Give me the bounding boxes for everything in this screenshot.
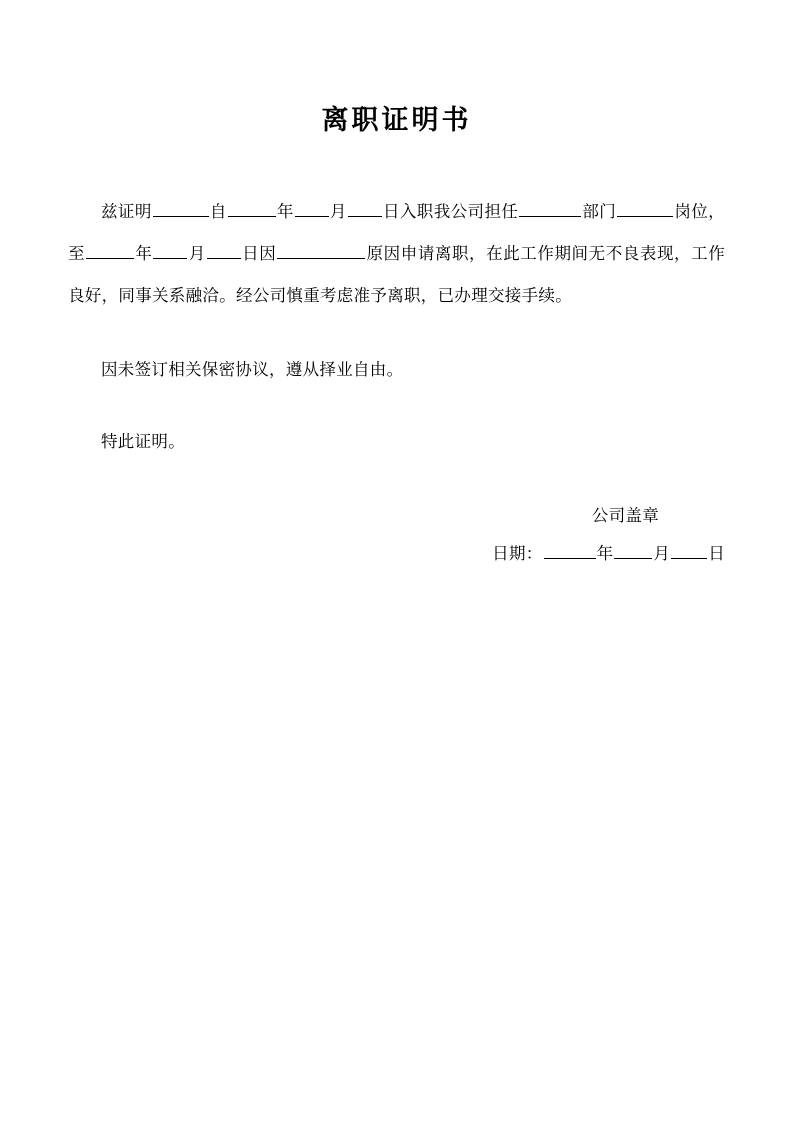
blank-start-year[interactable] xyxy=(228,200,276,218)
paragraph-closing: 特此证明。 xyxy=(101,432,185,451)
paragraph-confidentiality: 因未签订相关保密协议，遵从择业自由。 xyxy=(101,360,404,379)
blank-department[interactable] xyxy=(519,200,581,218)
company-seal-label: 公司盖章 xyxy=(591,506,659,525)
blank-end-year[interactable] xyxy=(86,242,134,260)
blank-sign-day[interactable] xyxy=(671,542,707,560)
spacer-2 xyxy=(68,391,725,421)
text-reason-prefix: 日因 xyxy=(241,244,277,263)
blank-resignation-reason[interactable] xyxy=(277,242,365,260)
text-month-unit-start: 月 xyxy=(329,202,347,221)
blank-end-month[interactable] xyxy=(153,242,187,260)
blank-start-month[interactable] xyxy=(295,200,329,218)
blank-sign-month[interactable] xyxy=(614,542,652,560)
spacer-1 xyxy=(68,317,725,349)
text-position-until: 岗位，至 xyxy=(68,202,725,263)
paragraph-certification xyxy=(68,191,725,317)
blank-sign-year[interactable] xyxy=(544,542,596,560)
blank-end-day[interactable] xyxy=(207,242,241,260)
date-label: 日期： xyxy=(492,544,543,563)
text-department-unit: 部门 xyxy=(582,202,617,221)
document-body xyxy=(68,191,725,463)
sign-year-unit: 年 xyxy=(596,544,614,563)
blank-position[interactable] xyxy=(617,200,673,218)
text-year-unit-start: 年 xyxy=(276,202,294,221)
text-year-unit-end: 年 xyxy=(135,244,153,263)
page-title: 离职证明书 xyxy=(321,105,472,136)
text-from: 自 xyxy=(209,202,227,221)
sign-day-unit: 日 xyxy=(708,544,725,563)
text-certify-prefix: 兹证明 xyxy=(101,202,152,221)
text-resignation-body: 原因申请离职，在此工作期间无不良表现，工作良好，同事关系融洽。经公司慎重考虑准予离职，已办理交接手续。 xyxy=(68,244,725,305)
blank-employee-name[interactable] xyxy=(153,200,209,218)
text-joined-company: 日入职我公司担任 xyxy=(382,202,519,221)
signature-date-line xyxy=(68,535,725,573)
sign-month-unit: 月 xyxy=(653,544,671,563)
signature-block xyxy=(68,497,725,573)
text-month-unit-end: 月 xyxy=(188,244,206,263)
blank-start-day[interactable] xyxy=(348,200,382,218)
